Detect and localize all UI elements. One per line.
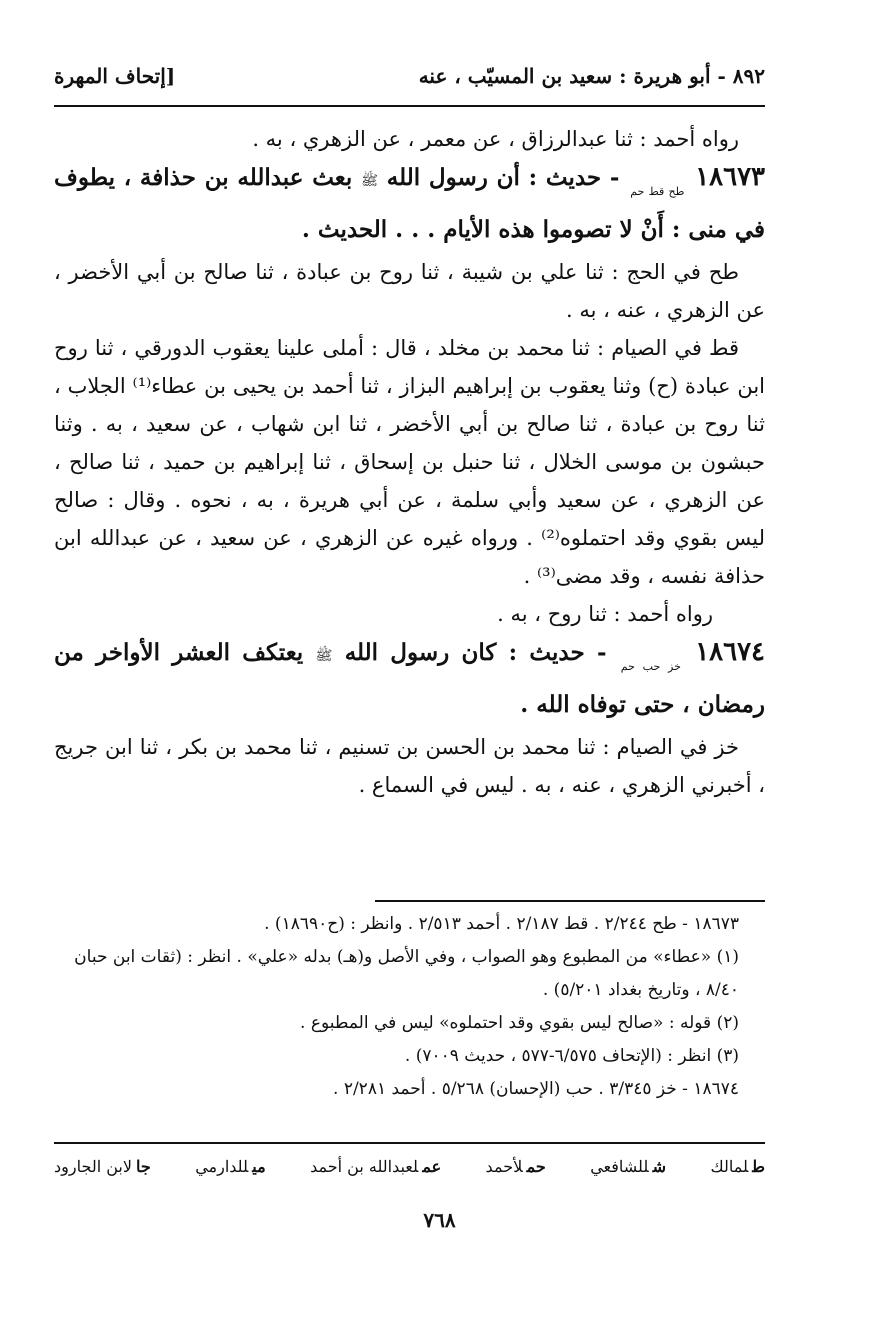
footnote: (٣) انظر : (الإتحاف ٦/٥٧٥-٥٧٧ ، حديث ٧٠٠٩) .	[404, 1046, 739, 1066]
hadith-sigla: خز حب حم	[620, 660, 681, 673]
legend-rule	[54, 1142, 765, 1144]
legend-item: عملعبدالله بن أحمد	[310, 1157, 442, 1176]
footnote-rule	[375, 900, 765, 902]
page-number: ٧٦٨	[423, 1208, 456, 1232]
footnote: (٢) قوله : «صالح ليس بقوي وقد احتملوه» ليس في المطبوع .	[300, 1013, 739, 1033]
legend-item: حملأحمد	[485, 1157, 546, 1176]
salutation-glyph: ﷺ	[315, 648, 333, 664]
header-title: ٨٩٢ - أبو هريرة : سعيد بن المسيّب ، عنه	[418, 64, 765, 88]
hadith-sigla: طح قط حم	[630, 185, 685, 198]
legend-item: ميللدارمي	[195, 1157, 266, 1176]
isnad-paragraph: طح في الحج : ثنا علي بن شيبة ، ثنا روح بن عبادة ، ثنا صالح بن أبي الأخضر ، عن الزهري ، عنه ، به .	[54, 260, 765, 322]
isnad-paragraph: قط في الصيام : ثنا محمد بن مخلد ، قال : أملى علينا يعقوب الدورقي ، ثنا روح ابن عبادة (ح) وثنا يعقوب بن إبراهيم البزاز ، ثنا أحمد بن يحيى بن عطاء⁽¹⁾ الجلاب ، ثنا روح بن عبادة ، ثنا صالح بن أبي الأخضر ، ثنا ابن شهاب ، عن سعيد ، به . وثنا حبشون بن موسى الخلال ، ثنا حنبل بن إسحاق ، ثنا إبراهيم بن حميد ، ثنا صالح ، عن الزهري ، عن سعيد وأبي سلمة ، عن أبي هريرة ، به ، نحوه . وقال : صالح ليس بقوي وقد احتملوه⁽²⁾ . ورواه غيره عن الزهري ، عن سعيد ، عن عبدالله ابن حذافة نفسه ، وقد مضى⁽³⁾ .	[54, 336, 766, 588]
hadith-text-end: يعتكف العشر الأواخر من رمضان ، حتى توفاه الله .	[54, 639, 765, 718]
sigla-legend	[54, 1150, 765, 1184]
hadith-entry	[54, 158, 765, 249]
legend-item: شللشافعي	[590, 1157, 667, 1176]
footnote-reference: ١٨٦٧٤ - خز ٣/٣٤٥ . حب (الإحسان) ٥/٢٦٨ . أحمد ٢/٢٨١ .	[333, 1079, 739, 1099]
riwaya-line: رواه أحمد : ثنا روح ، به .	[497, 602, 713, 626]
hadith-entry	[54, 633, 765, 724]
salutation-glyph: ﷺ	[361, 173, 378, 189]
running-header	[54, 56, 765, 96]
hadith-number: ١٨٦٧٤	[695, 637, 766, 667]
hadith-text-end: بعث عبدالله بن حذافة ، يطوف في منى : أَنْ لا تصوموا هذه الأيام . . . الحديث .	[54, 164, 765, 243]
footnote-reference: ١٨٦٧٣ - طح ٢/٢٤٤ . قط ٢/١٨٧ . أحمد ٢/٥١٣ . وانظر : (ح١٨٦٩٠) .	[264, 914, 739, 934]
hadith-text-start: - حديث : كان رسول الله	[344, 639, 607, 666]
isnad-paragraph: خز في الصيام : ثنا محمد بن الحسن بن تسنيم ، ثنا محمد بن بكر ، ثنا ابن جريج ، أخبرني الزهري ، عنه ، به . ليس في السماع .	[54, 735, 765, 797]
riwaya-line: رواه أحمد : ثنا عبدالرزاق ، عن معمر ، عن الزهري ، به .	[252, 127, 739, 151]
hadith-text-start: - حديث : أن رسول الله	[386, 164, 620, 191]
header-book-title: [إتحاف المهرة	[54, 64, 176, 88]
main-text	[54, 120, 765, 804]
legend-item: طلمالك	[710, 1157, 765, 1176]
legend-item: جالابن الجارود	[54, 1157, 151, 1176]
footnote: (١) «عطاء» من المطبوع وهو الصواب ، وفي الأصل و(هـ) بدله «علي» . انظر : (ثقات ابن حبان ٨/٤٠ ، وتاريخ بغداد ٥/٢٠١) .	[74, 947, 739, 1000]
hadith-number: ١٨٦٧٣	[695, 162, 766, 192]
footnotes	[54, 908, 765, 1106]
header-rule	[54, 105, 765, 107]
